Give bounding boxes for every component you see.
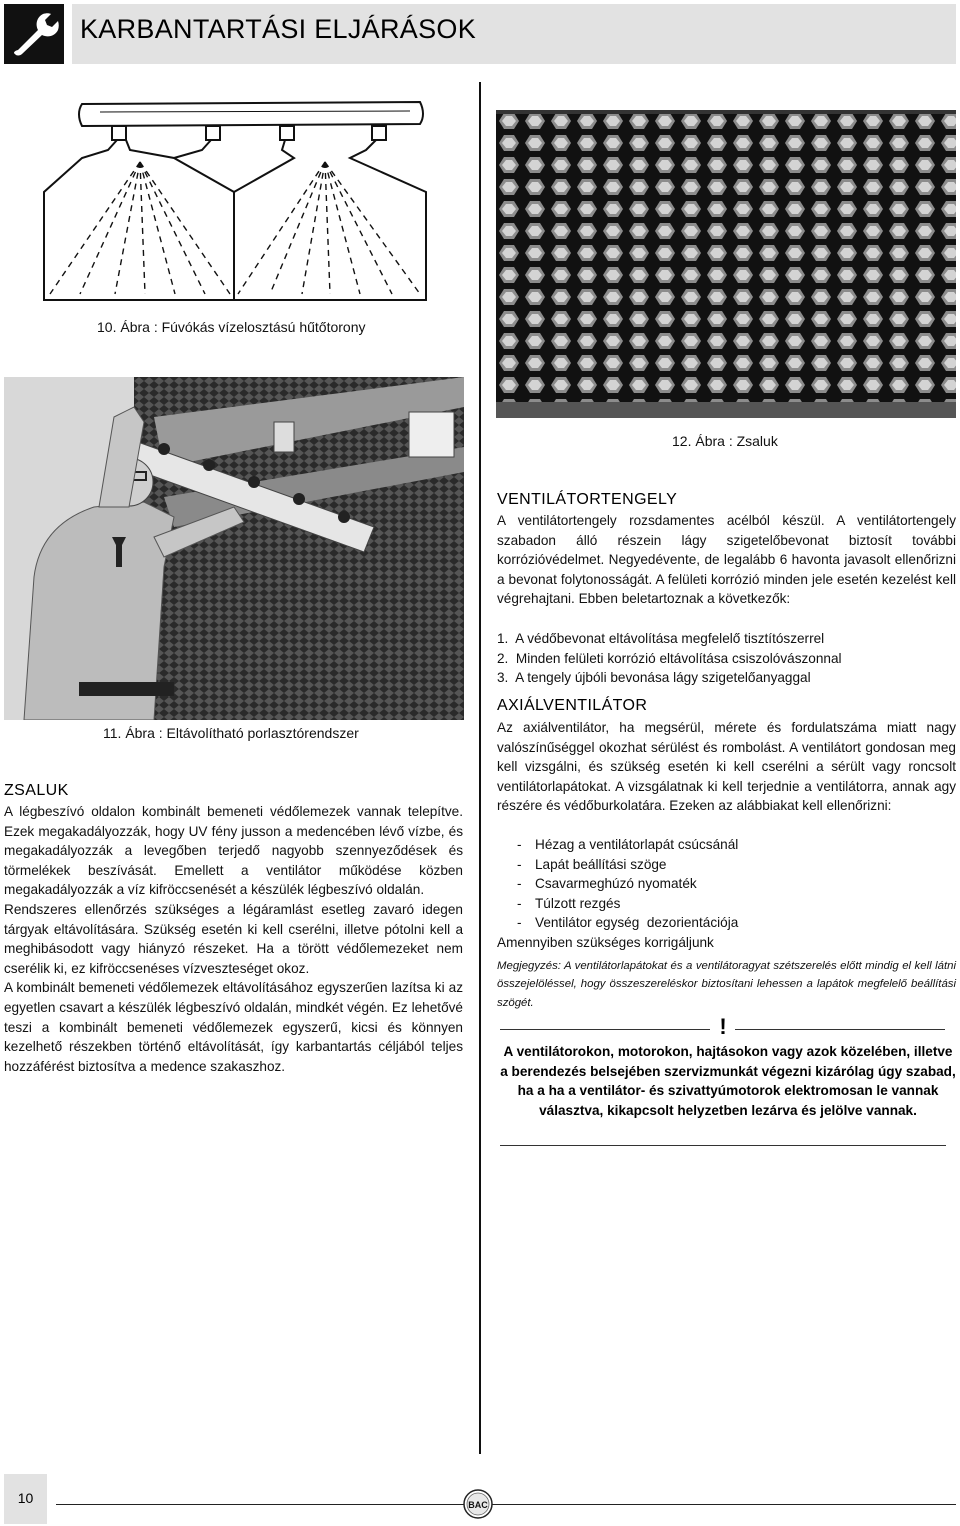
zsaluk-paragraph: Rendszeres ellenőrzés szükséges a légáramlást esetleg zavaró idegen tárgyak eltávolítására. Szükség esetén ki kell cserélni, illetve pótolni kell a meghibásodott vagy hiányzó részeket. Ha a törött védőlemezeket nem cserélik ki, ez kifröccsenéses vízveszteséget okoz.: [4, 901, 463, 976]
page-number: 10: [17, 1490, 34, 1506]
header-logo: [4, 4, 64, 64]
axialventilator-paragraph: Az axiálventilátor, ha megsérül, mérete és fordulatszáma miatt nagy valószínűséggel okozhat sérülést és rombolást. A ventilátort gondosan meg kell vizsgálni, és szükség esetén ki kell cserélni a sérült vagy roncsolt ventilátorlapátokat. A vizsgálatnak ki kell terjednie a ventilátorra, annak agy részére és védőburkolatára. Ezeken az alábbiakat kell ellenőrizni:: [497, 720, 956, 814]
zsaluk-heading: ZSALUK: [4, 782, 69, 799]
figure-11-photo: [4, 377, 464, 720]
zsaluk-paragraph: A kombinált bemeneti védőlemezek eltávolításához egyszerűen lazítsa ki az egyetlen csavart a készülék légbeszívó oldalán, mindkét végén. Ez lehetővé teszi a kombinált bemeneti védőlemezek egyszerű, kicsi és könnyen kezelhető részekben történő eltávolítását, így karbantartás céljából teljes hozzáférést biztosítva a medence szakaszhoz.: [4, 980, 463, 1074]
list-item: 2. Minden felületi korrózió eltávolítása csiszolóvászonnal: [497, 650, 842, 666]
svg-text:BAC: BAC: [468, 1500, 488, 1510]
footer-rule: [56, 1504, 956, 1505]
figure-10-caption: 10. Ábra : Fúvókás vízelosztású hűtőtorony: [97, 319, 366, 335]
list-item: - Hézag a ventilátorlapát csúcsánál: [517, 837, 739, 852]
note-text: Megjegyzés: A ventilátorlapátokat és a ventilátoragyat szétszerelés előtt mindig el kell látni összejelöléssel, hogy összeszereléskor biztosítani lehessen a lapátok megfelelő beállítási szögét.: [497, 960, 956, 1009]
correction-text: Amennyiben szükséges korrigáljunk: [497, 935, 714, 950]
figure-12-caption: 12. Ábra : Zsaluk: [672, 433, 778, 449]
ventilatortengely-body: [497, 511, 956, 609]
list-item: 1. A védőbevonat eltávolítása megfelelő tisztítószerrel: [497, 631, 825, 646]
figure-12-photo: [496, 110, 956, 418]
axialventilator-body: [497, 718, 956, 816]
warning-icon: !: [719, 1014, 727, 1039]
list-item: - Túlzott rezgés: [517, 895, 621, 911]
list-item: - Ventilátor egység dezorientációja: [517, 915, 739, 931]
warning-rule-left: [500, 1029, 710, 1030]
warning-rule-bottom: [500, 1145, 946, 1146]
figure-11-caption: 11. Ábra : Eltávolítható porlasztórendszer: [103, 725, 359, 741]
wrench-icon: [4, 4, 64, 64]
page-title: KARBANTARTÁSI ELJÁRÁSOK: [80, 14, 477, 44]
axialventilator-heading: AXIÁLVENTILÁTOR: [497, 697, 648, 714]
warning-rule-right: [735, 1029, 945, 1030]
list-item: - Lapát beállítási szöge: [517, 856, 667, 872]
column-divider: [479, 82, 481, 1454]
figure-10-spray-diagram: [20, 82, 460, 312]
axialventilator-checklist: [517, 835, 947, 933]
ventilatortengely-steps: [497, 629, 956, 688]
zsaluk-paragraph: A légbeszívó oldalon kombinált bemeneti védőlemezek vannak telepítve. Ezek megakadályozzák, hogy UV fény jusson a medencében lévő vízbe, és megakadályozzák a levegőben terjedő nagyobb szennyeződések és törmelékek beszívását. Emellett a ventilátor működése közben megakadályozzák a víz kifröccsenését a készülék légbeszívó oldalán.: [4, 804, 463, 898]
list-item: 3. A tengely újbóli bevonása lágy szigetelőanyaggal: [497, 670, 811, 686]
ventilatortengely-heading: VENTILÁTORTENGELY: [497, 491, 678, 508]
ventilatortengely-paragraph: A ventilátortengely rozsdamentes acélból készül. A ventilátortengely szabadon álló részein lágy szigetelőbevonat biztosít további korrózióvédelmet. Negyedévente, de legalább 6 havonta javasolt ellenőrizni a bevonat folytonosságát. A felületi korrózió minden jele esetén kezelést kell végrehajtani. Ebben beletartoznak a következők:: [497, 513, 956, 607]
bac-logo-icon: [463, 1489, 493, 1519]
list-item: - Csavarmeghúzó nyomaték: [517, 876, 697, 892]
zsaluk-body: [4, 802, 463, 1076]
warning-text: A ventilátorokon, motorokon, hajtásokon vagy azok közelében, illetve a berendezés belsejében szervizmunkát végezni kizárólag úgy szabad, ha a ha a ventilátor- és szivattyúmotorok elektromosan le vannak választva, kikapcsolt helyzetben lezárva és jelölve vannak.: [500, 1044, 956, 1118]
